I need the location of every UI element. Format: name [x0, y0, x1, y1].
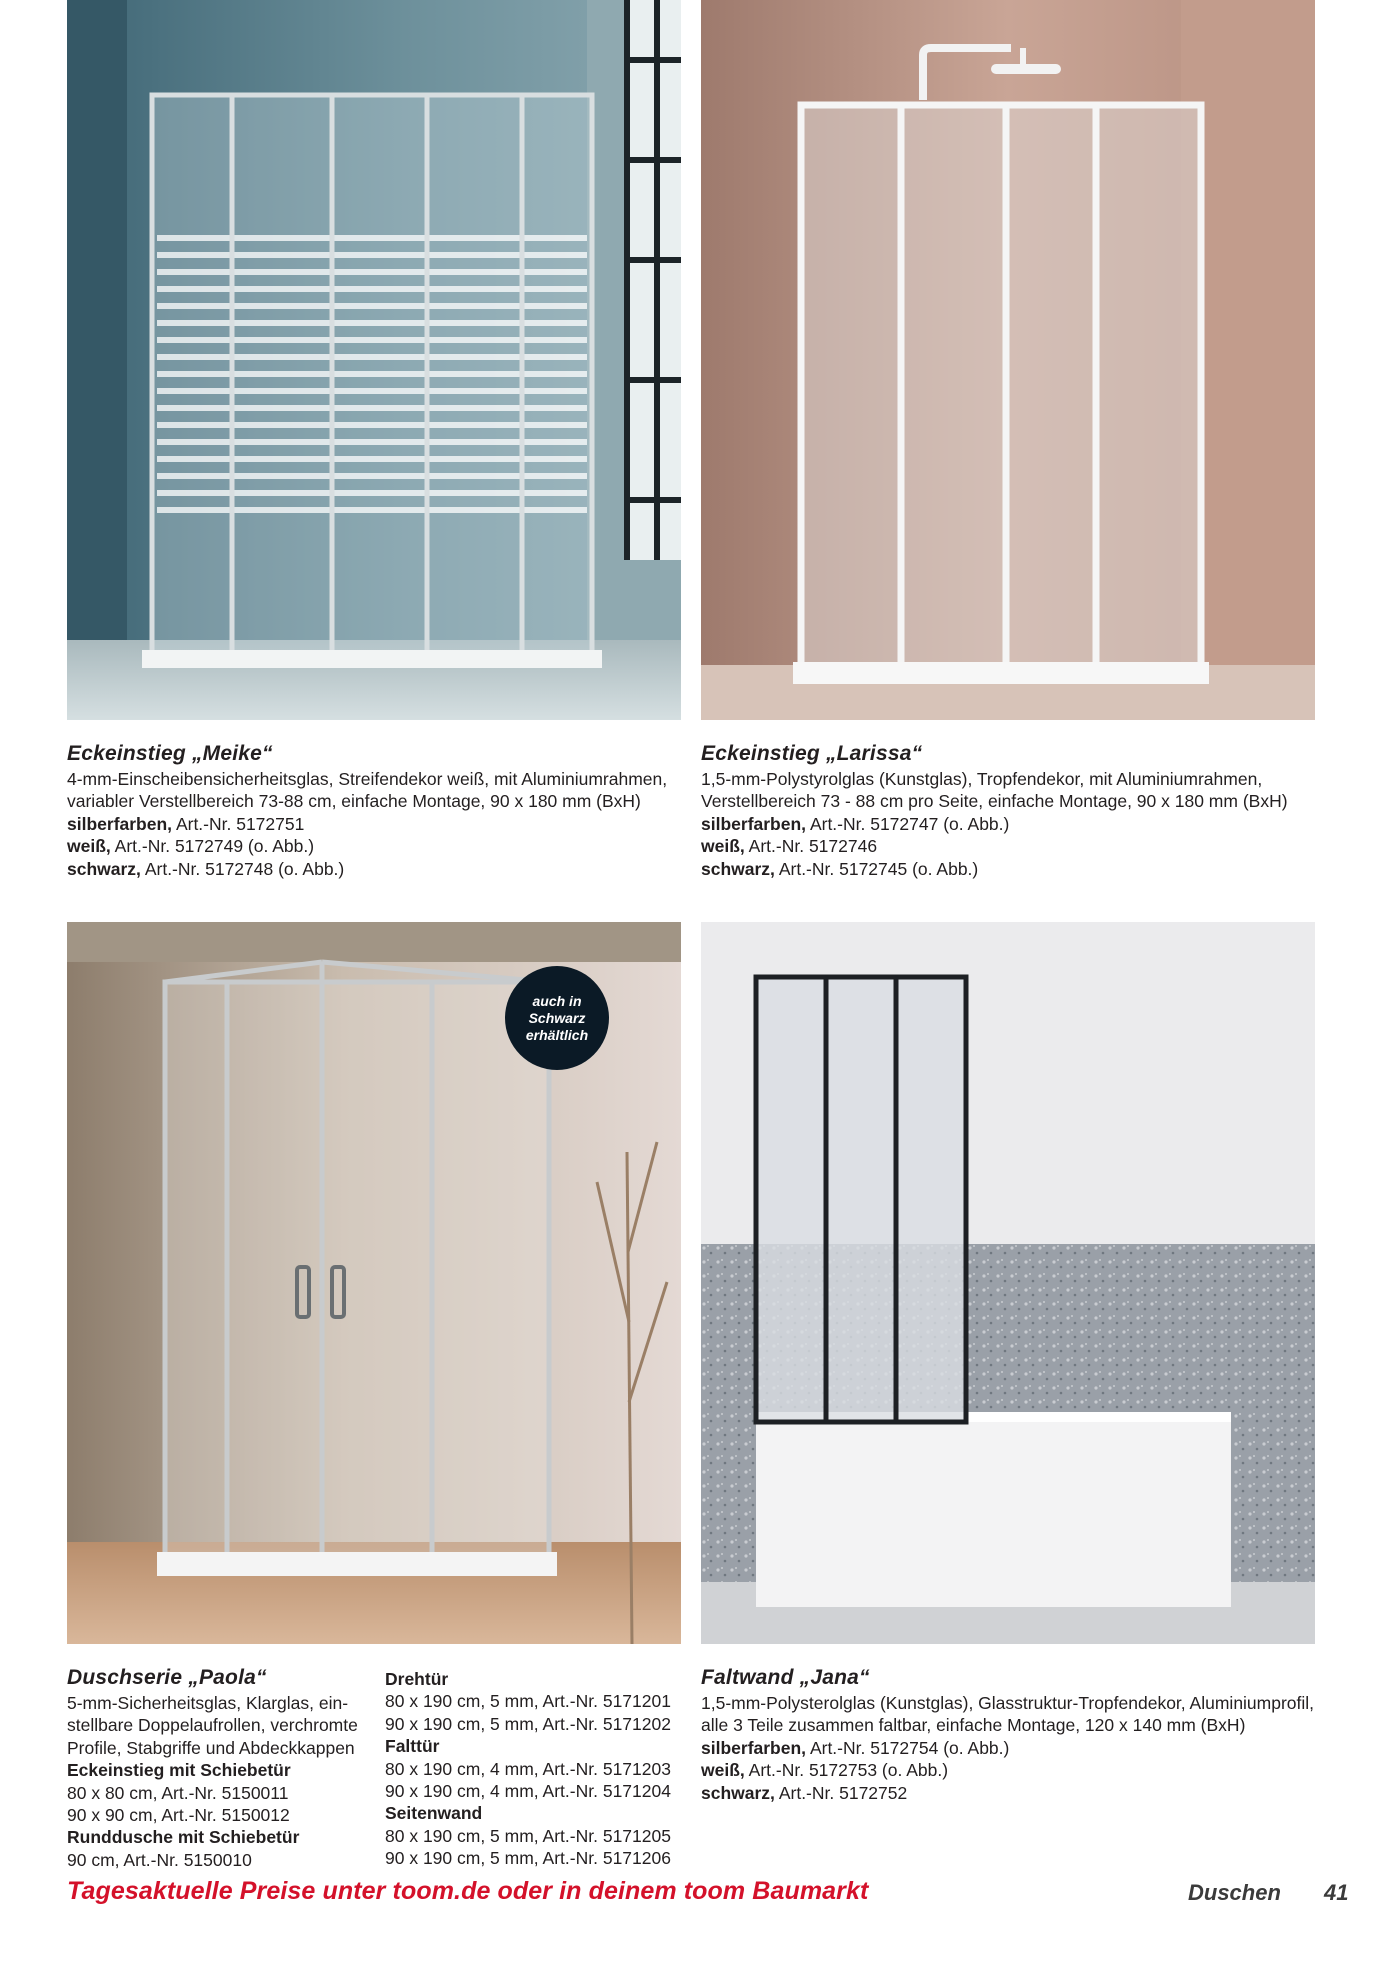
variant-label: silberfarben, [701, 813, 807, 834]
variant-label: schwarz, [67, 858, 141, 879]
product-photo-larissa [701, 0, 1315, 720]
availability-badge [505, 966, 609, 1070]
variant-label: schwarz, [701, 858, 775, 879]
footer-claim: Tagesaktuelle Preise unter toom.de oder in deinem toom Baumarkt [67, 1877, 869, 1905]
group-item: 90 x 190 cm, 5 mm, Art.-Nr. 5171206 [385, 1848, 671, 1869]
variant-line [701, 813, 1288, 835]
description-line: 4-mm-Einscheibensicherheitsglas, Streifendekor weiß, mit Aluminiumrahmen, [67, 769, 668, 789]
section-name: Duschen [1188, 1880, 1281, 1905]
variant-article: Art.-Nr. 5172746 [744, 836, 878, 857]
badge-line: auch in [532, 992, 582, 1009]
variant-label: silberfarben, [701, 1737, 807, 1758]
variant-article: Art.-Nr. 5172752 [774, 1782, 908, 1803]
group-item: 80 x 190 cm, 5 mm, Art.-Nr. 5171201 [385, 1691, 671, 1712]
badge-line: Schwarz [528, 1009, 586, 1026]
description-line: variabler Verstellbereich 73-88 cm, einfache Montage, 90 x 180 mm (BxH) [67, 791, 641, 812]
description-line: Profile, Stabgriffe und Abdeckkappen [67, 1737, 355, 1758]
group-heading: Falttür [385, 1736, 440, 1757]
variant-article: Art.-Nr. 5172747 (o. Abb.) [806, 813, 1010, 834]
variant-label: weiß, [701, 836, 745, 857]
product-title: Eckeinstieg „Meike“ [67, 742, 273, 765]
variant-line [701, 1737, 1314, 1759]
group-heading: Drehtür [385, 1669, 449, 1689]
variant-line [701, 858, 1288, 880]
variant-label: weiß, [67, 836, 111, 857]
variant-article: Art.-Nr. 5172745 (o. Abb.) [774, 858, 979, 879]
variant-article: Art.-Nr. 5172754 (o. Abb.) [806, 1737, 1010, 1758]
group-heading: Seitenwand [385, 1803, 483, 1824]
variant-article: Art.-Nr. 5172749 (o. Abb.) [110, 836, 315, 857]
variant-line [67, 813, 667, 835]
variant-line [67, 835, 667, 857]
variant-label: silberfarben, [67, 813, 173, 834]
page-number: 41 [1324, 1880, 1349, 1905]
description-line: 5-mm-Sicherheitsglas, Klarglas, ein- [67, 1693, 349, 1713]
product-description-paola [67, 1666, 358, 1871]
product-title: Duschserie „Paola“ [67, 1666, 267, 1689]
product-description-meike [67, 742, 667, 880]
badge-line: erhältlich [525, 1026, 589, 1043]
group-heading: Runddusche mit Schiebetür [67, 1827, 300, 1848]
variant-line [67, 858, 667, 880]
variant-article: Art.-Nr. 5172751 [172, 813, 305, 834]
variant-line [701, 1759, 1314, 1781]
product-photo-meike [67, 0, 681, 720]
group-item: 90 x 190 cm, 5 mm, Art.-Nr. 5171202 [385, 1713, 671, 1734]
group-item: 80 x 190 cm, 4 mm, Art.-Nr. 5171203 [385, 1758, 671, 1779]
group-item: 90 x 90 cm, Art.-Nr. 5150012 [67, 1805, 290, 1826]
product-photo-jana [701, 922, 1315, 1644]
product-description-larissa [701, 742, 1288, 880]
group-item: 80 x 80 cm, Art.-Nr. 5150011 [67, 1782, 289, 1803]
description-line: 1,5-mm-Polysterolglas (Kunstglas), Glasstruktur-Tropfendekor, Aluminiumprofil, [701, 1693, 1315, 1713]
group-item: 90 cm, Art.-Nr. 5150010 [67, 1849, 252, 1870]
product-description-jana [701, 1666, 1314, 1804]
product-title: Faltwand „Jana“ [701, 1666, 870, 1689]
variant-label: schwarz, [701, 1782, 775, 1803]
product-title: Eckeinstieg „Larissa“ [701, 742, 923, 765]
description-line: stellbare Doppelaufrollen, verchromte [67, 1715, 358, 1736]
variant-article: Art.-Nr. 5172748 (o. Abb.) [140, 858, 345, 879]
description-line: Verstellbereich 73 - 88 cm pro Seite, einfache Montage, 90 x 180 mm (BxH) [701, 791, 1288, 812]
group-item: 90 x 190 cm, 4 mm, Art.-Nr. 5171204 [385, 1781, 671, 1802]
description-line: 1,5-mm-Polystyrolglas (Kunstglas), Tropfendekor, mit Aluminiumrahmen, [701, 769, 1263, 789]
group-heading: Eckeinstieg mit Schiebetür [67, 1760, 291, 1781]
variant-article: Art.-Nr. 5172753 (o. Abb.) [744, 1760, 949, 1781]
description-line: alle 3 Teile zusammen faltbar, einfache Montage, 120 x 140 mm (BxH) [701, 1715, 1246, 1736]
variant-line [701, 1782, 1314, 1804]
product-description-paola-options [385, 1668, 671, 1870]
group-item: 80 x 190 cm, 5 mm, Art.-Nr. 5171205 [385, 1825, 671, 1846]
variant-label: weiß, [701, 1760, 745, 1781]
variant-line [701, 835, 1288, 857]
